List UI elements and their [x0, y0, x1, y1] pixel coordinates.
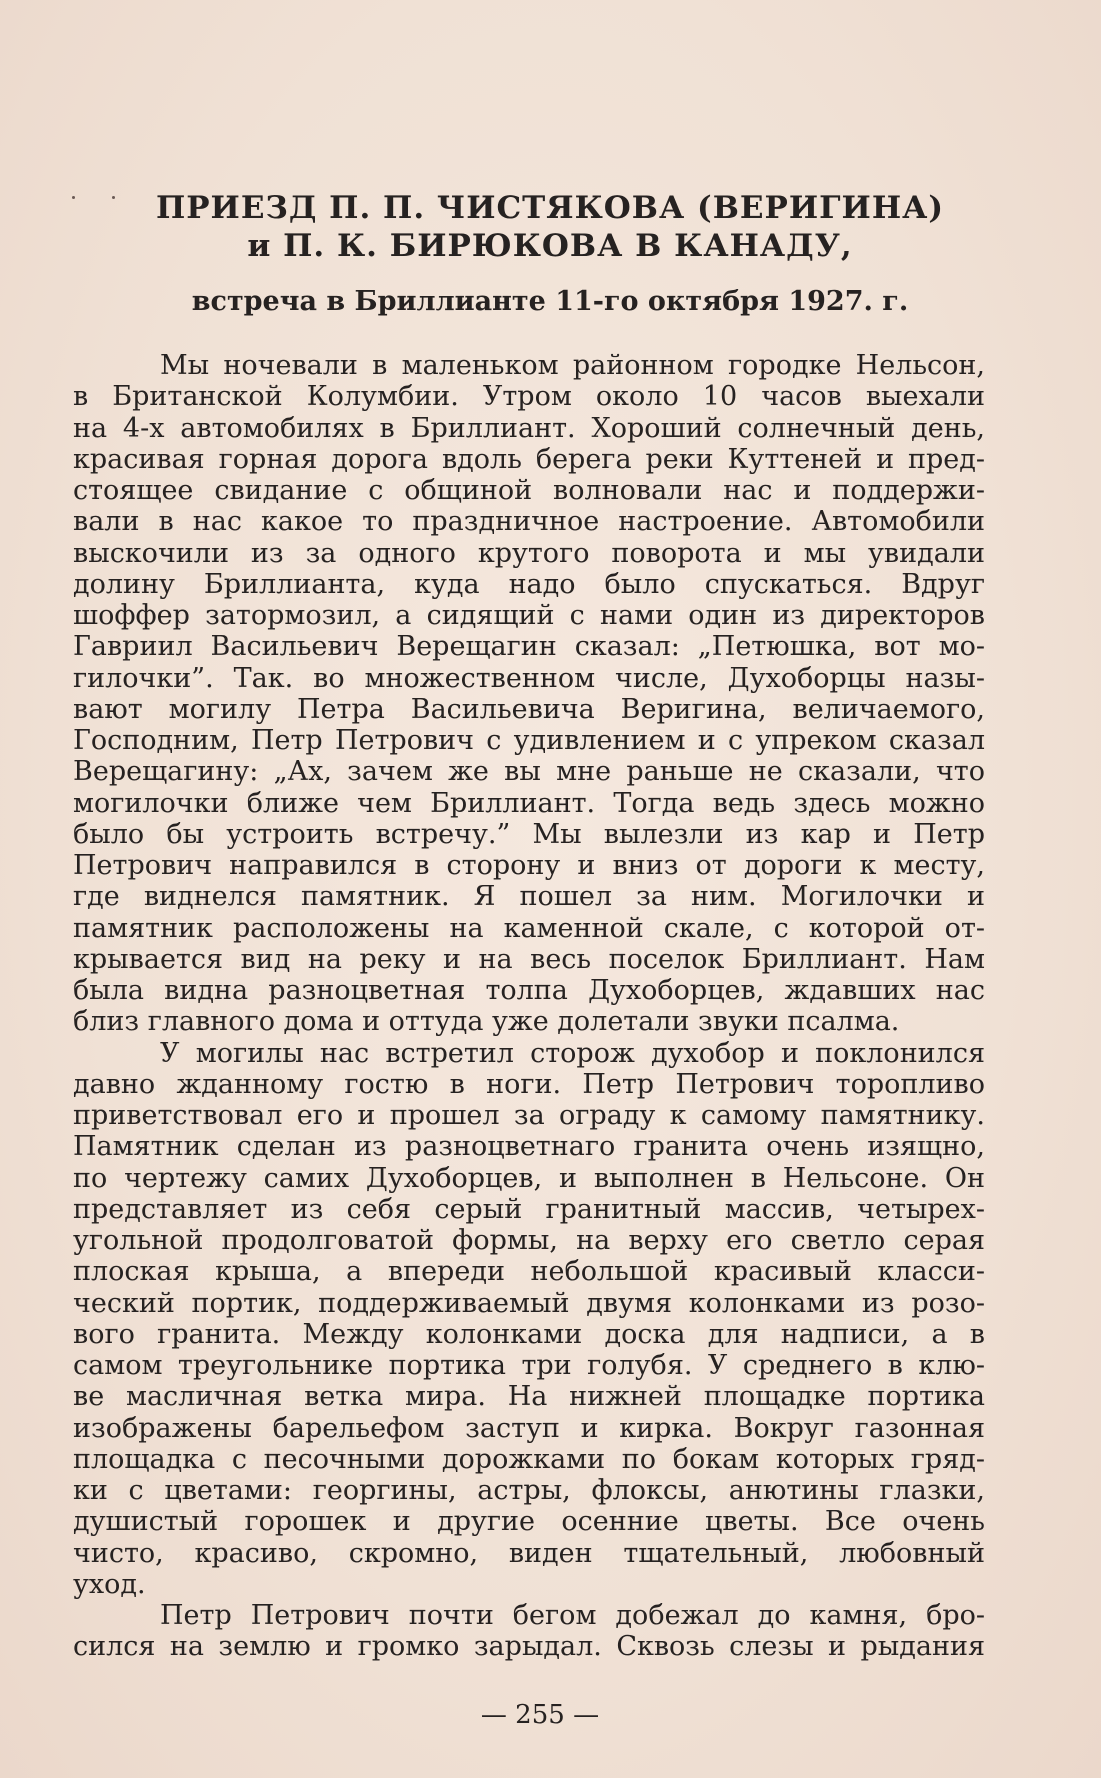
text-line: долину Бриллианта, куда надо было спускаться. Вдруг [73, 568, 985, 600]
text-line: давно жданному гостю в ноги. Петр Петрович торопливо [73, 1068, 985, 1100]
text-line: ве масличная ветка мира. На нижней площадке портика [73, 1381, 985, 1413]
text-line: представляет из себя серый гранитный массив, четырех- [73, 1193, 985, 1225]
text-line: красивая горная дорога вдоль берега реки Куттеней и пред- [73, 443, 985, 475]
text-line: ки с цветами: георгины, астры, флоксы, анютины глазки, [73, 1475, 985, 1506]
text-line: Верещагину: „Ах, зачем же вы мне раньше не сказали, что [73, 756, 985, 788]
text-line: самом треугольнике портика три голубя. У среднего в клю- [73, 1350, 985, 1381]
text-line: сился на землю и громко зарыдал. Сквозь слезы и рыдания [73, 1631, 985, 1663]
text-line: вают могилу Петра Васильевича Веригина, величаемого, [73, 693, 985, 725]
text-line: Господним, Петр Петрович с удивлением и с упреком сказал [73, 725, 985, 756]
text-line: Гавриил Васильевич Верещагин сказал: „Петюшка, вот мо- [73, 631, 985, 663]
chapter-subtitle: встреча в Бриллианте 11-го октября 1927. г. [191, 286, 909, 317]
text-line: была видна разноцветная толпа Духоборцев, ждавших нас [73, 975, 985, 1006]
text-line: вали в нас какое то праздничное настроение. Автомобили [73, 506, 985, 538]
text-line: могилочки ближе чем Бриллиант. Тогда ведь здесь можно [73, 787, 985, 819]
paper-speck [72, 196, 75, 199]
text-line: приветствовал его и прошел за ограду к самому памятнику. [73, 1100, 985, 1131]
text-line: стоящее свидание с общиной волновали нас и поддержи- [73, 475, 985, 506]
text-line: душистый горошек и другие осенние цветы. Все очень [73, 1506, 985, 1538]
text-line: изображены барельефом заступ и кирка. Вокруг газонная [73, 1412, 985, 1444]
text-line: плоская крыша, а впереди небольшой красивый класси- [73, 1256, 985, 1288]
body-text [73, 350, 985, 1663]
text-line: вого гранита. Между колонками доска для надписи, а в [73, 1318, 985, 1350]
text-line: уход. [73, 1568, 146, 1600]
chapter-title-line-2: и П. К. БИРЮКОВА В КАНАДУ, [247, 228, 853, 264]
text-line: Петр Петрович почти бегом добежал до камня, бро- [160, 1600, 985, 1631]
page-number: — 255 — [480, 1700, 600, 1730]
text-line: Памятник сделан из разноцветнаго гранита очень изящно, [73, 1131, 985, 1163]
text-line: крывается вид на реку и на весь поселок Бриллиант. Нам [73, 943, 985, 975]
chapter-title-line-1: ПРИЕЗД П. П. ЧИСТЯКОВА (ВЕРИГИНА) [155, 190, 945, 226]
text-line: Мы ночевали в маленьком районном городке Нельсон, [160, 350, 985, 381]
text-line: где виднелся памятник. Я пошел за ним. Могилочки и [73, 881, 985, 913]
text-line: шоффер затормозил, а сидящий с нами один из директоров [73, 600, 985, 631]
text-line: в Британской Колумбии. Утром около 10 часов выехали [73, 381, 985, 413]
text-line: по чертежу самих Духоборцев, и выполнен в Нельсоне. Он [73, 1162, 985, 1194]
text-line: площадка с песочными дорожками по бокам которых гряд- [73, 1443, 985, 1475]
text-line: на 4-х автомобилях в Бриллиант. Хороший солнечный день, [73, 412, 985, 444]
text-line: ческий портик, поддерживаемый двумя колонками из розо- [73, 1287, 985, 1319]
paper-speck [112, 196, 115, 199]
text-line: угольной продолговатой формы, на верху его светло серая [73, 1225, 985, 1256]
text-line: У могилы нас встретил сторож духобор и поклонился [160, 1037, 985, 1069]
text-line: близ главного дома и оттуда уже долетали звуки псалма. [73, 1006, 900, 1038]
text-line: гилочки”. Так. во множественном числе, Духоборцы назы- [73, 662, 985, 694]
text-line: памятник расположены на каменной скале, с которой от- [73, 912, 985, 944]
text-line: выскочили из за одного крутого поворота и мы увидали [73, 537, 985, 569]
text-line: было бы устроить встречу.” Мы вылезли из кар и Петр [73, 818, 985, 850]
text-line: чисто, красиво, скромно, виден тщательный, любовный [73, 1537, 985, 1569]
text-line: Петрович направился в сторону и вниз от дороги к месту, [73, 850, 985, 881]
